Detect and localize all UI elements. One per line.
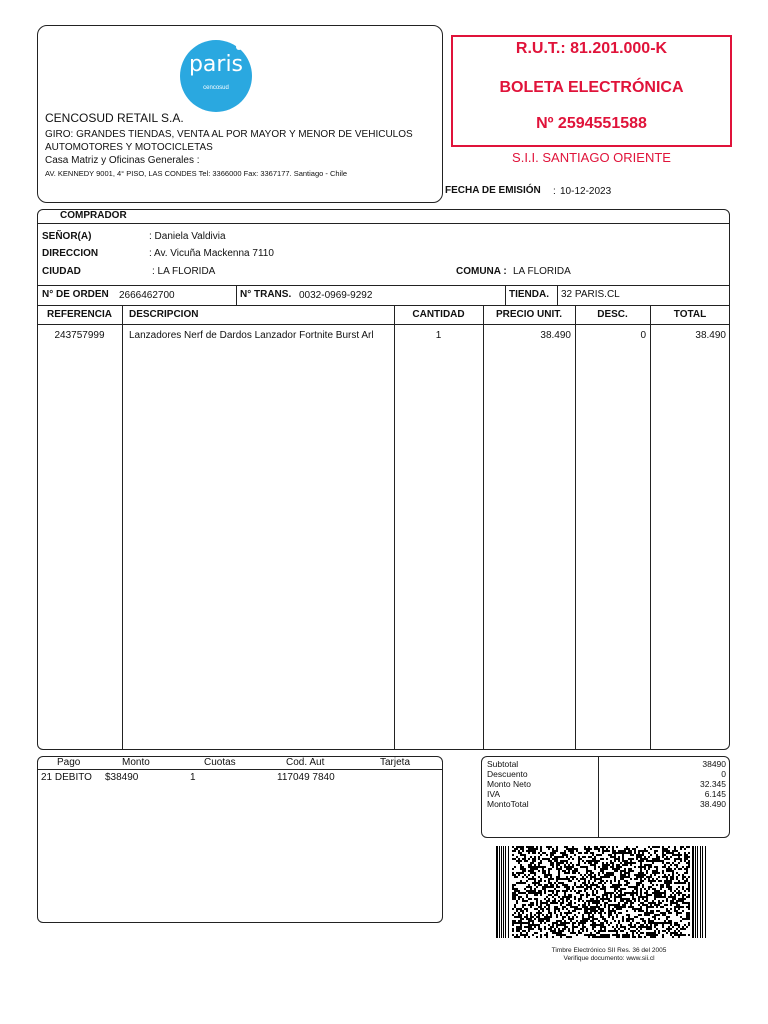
label-iva: IVA xyxy=(487,789,501,799)
column-header-discount: DESC. xyxy=(597,309,628,320)
rut-number: R.U.T.: 81.201.000-K xyxy=(515,40,668,57)
trans-label: N° TRANS. xyxy=(240,289,292,300)
value-descuento: 0 xyxy=(721,769,726,779)
paris-logo xyxy=(180,40,252,112)
label-monto-neto: Monto Neto xyxy=(487,779,531,789)
order-value: 2666462700 xyxy=(119,290,175,301)
stamp-line1: Timbre Electrónico SII Res. 36 del 2005 xyxy=(551,947,667,954)
payment-box xyxy=(37,756,443,923)
logo-text: paris xyxy=(188,52,244,77)
column-divider xyxy=(575,305,576,750)
item-description: Lanzadores Nerf de Dardos Lanzador Fortnite Burst Arl xyxy=(129,330,374,341)
totals-values xyxy=(600,759,726,809)
emission-separator: : xyxy=(553,186,556,197)
label-subtotal: Subtotal xyxy=(487,759,519,769)
value-subtotal: 38490 xyxy=(702,759,726,769)
company-name: CENCOSUD RETAIL S.A. xyxy=(45,111,184,125)
column-header-quantity: CANTIDAD xyxy=(412,309,465,320)
document-number: Nº 2594551588 xyxy=(536,115,647,132)
stamp-line2: Verifique documento: www.sii.cl xyxy=(563,955,655,962)
buyer-commune-label: COMUNA : xyxy=(456,266,507,277)
store-value: 32 PARIS.CL xyxy=(561,289,620,300)
value-monto-total: 38.490 xyxy=(700,799,726,809)
emission-label: FECHA DE EMISIÓN xyxy=(445,185,541,196)
value-monto-neto: 32.345 xyxy=(700,779,726,789)
buyer-name-value: : Daniela Valdivia xyxy=(149,231,226,242)
divider xyxy=(37,305,730,306)
emission-date: 10-12-2023 xyxy=(560,186,612,197)
logo-dot xyxy=(236,44,242,50)
payment-header-monto: Monto xyxy=(122,757,150,768)
buyer-city-value: : LA FLORIDA xyxy=(152,266,216,277)
divider xyxy=(505,285,506,305)
payment-header-tarjeta: Tarjeta xyxy=(380,757,411,768)
divider xyxy=(598,756,599,838)
buyer-address-label: DIRECCION xyxy=(42,248,99,259)
buyer-commune-value: LA FLORIDA xyxy=(513,266,571,277)
store-label: TIENDA. xyxy=(509,289,549,300)
buyer-city-label: CIUDAD xyxy=(42,266,81,277)
pdf417-barcode xyxy=(496,846,708,938)
column-header-unit-price: PRECIO UNIT. xyxy=(495,309,563,320)
payment-pago: 21 DEBITO xyxy=(41,772,92,783)
column-header-reference: REFERENCIA xyxy=(46,309,112,320)
company-address-line: AV. KENNEDY 9001, 4° PISO, LAS CONDES Tel: 3366000 Fax: 3367177. Santiago - Chile xyxy=(45,169,348,178)
payment-header-pago: Pago xyxy=(57,757,81,768)
payment-cuotas: 1 xyxy=(190,772,196,783)
item-quantity: 1 xyxy=(435,330,442,341)
label-monto-total: MontoTotal xyxy=(487,799,529,809)
buyer-name-label: SEÑOR(A) xyxy=(42,231,92,242)
divider xyxy=(557,285,558,305)
company-giro-line2: AUTOMOTORES Y MOTOCICLETAS xyxy=(45,142,213,153)
value-iva: 6.145 xyxy=(704,789,726,799)
order-label: N° DE ORDEN xyxy=(42,289,109,300)
column-divider xyxy=(483,305,484,750)
buyer-header: COMPRADOR xyxy=(60,210,127,221)
item-total: 38.490 xyxy=(695,330,726,341)
column-header-description: DESCRIPCION xyxy=(129,309,199,320)
item-discount: 0 xyxy=(640,330,646,341)
divider xyxy=(37,223,730,224)
payment-header-cuotas: Cuotas xyxy=(204,757,236,768)
company-giro-line1: GIRO: GRANDES TIENDAS, VENTA AL POR MAYOR Y MENOR DE VEHICULOS xyxy=(45,129,413,140)
column-header-total: TOTAL xyxy=(673,309,707,320)
divider xyxy=(37,324,730,325)
logo-subtext: cencosud xyxy=(203,85,229,91)
trans-value: 0032-0969-9292 xyxy=(299,290,373,301)
label-descuento: Descuento xyxy=(487,769,528,779)
document-type: BOLETA ELECTRÓNICA xyxy=(499,79,684,96)
payment-header-cod-aut: Cod. Aut xyxy=(286,757,325,768)
column-divider xyxy=(122,305,123,750)
item-unit-price: 38.490 xyxy=(540,330,571,341)
payment-cod-aut: 117049 7840 xyxy=(277,772,335,783)
totals-labels xyxy=(487,759,531,809)
divider xyxy=(37,285,730,286)
payment-monto: $38490 xyxy=(105,772,139,783)
column-divider xyxy=(394,305,395,750)
divider xyxy=(37,769,443,770)
item-reference: 243757999 xyxy=(54,330,105,341)
buyer-address-value: : Av. Vicuña Mackenna 7110 xyxy=(149,248,274,259)
column-divider xyxy=(650,305,651,750)
divider xyxy=(236,285,237,305)
company-office-line: Casa Matriz y Oficinas Generales : xyxy=(45,155,200,166)
sii-office: S.I.I. SANTIAGO ORIENTE xyxy=(512,150,671,165)
